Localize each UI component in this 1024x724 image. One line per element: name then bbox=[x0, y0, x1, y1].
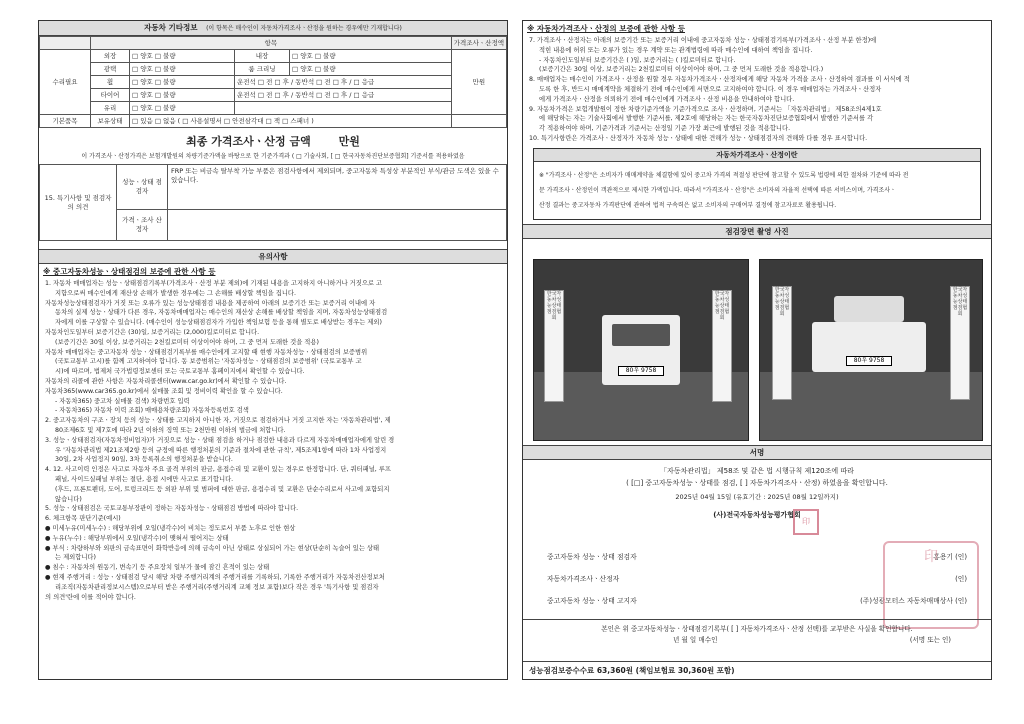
notice-line: 자동차365(www.car365.go.kr)에서 실매물 조회 및 정비이력 확인을 할 수 있습니다. bbox=[45, 387, 283, 395]
fee-line: 성능점검보증수수료 63,360원 (책임보험료 30,360원 포함) bbox=[523, 661, 991, 679]
notice-line: 3. 성능ㆍ상태점검자(자동차정비업자)가 거짓으로 성능ㆍ상태 점검을 하거나 점검한 내용과 다르게 자동차매매업자에게 알린 경 bbox=[45, 436, 395, 444]
purpose-title: 자동차가격조사ㆍ산정이란 bbox=[534, 149, 980, 162]
warranty-line: 적힌 내용에 허위 또는 오류가 있는 경우 계약 또는 관계법령에 따라 매수인에 대하여 책임을 집니다. bbox=[539, 46, 813, 54]
notice-line: - 자동차365) 중고차 실매물 검색) 차량번호 입력 bbox=[55, 397, 190, 405]
notice-header: 유의사항 bbox=[39, 249, 507, 264]
notice-line: 80조제6호 및 제7호에 따라 2년 이하의 징역 또는 2천만원 이하의 벌금에 처합니다. bbox=[55, 426, 286, 434]
warranty-line: 9. 자동차가격은 보험개발원이 정한 차량기준가액을 기준가격으로 조사ㆍ산정하며, 기준서는 「자동차관리법」 제58조의4제1호 bbox=[529, 105, 882, 113]
basic-group: 기본품목 bbox=[40, 115, 91, 128]
other-info-title: 자동차 기타정보 bbox=[144, 23, 198, 32]
sign-board-right: 한국자동차성능상태점검협회 bbox=[712, 290, 732, 402]
notice-line: 자동차인도일부터 보증기간은 (30)일, 보증거리는 (2,000)킬로미터로 합니다. bbox=[45, 328, 260, 336]
warranty-line: 도록 한 후, 반드시 매매계약을 체결하기 전에 매수인에게 서면으로 고지하여야 합니다. 이 경우 매매업자는 가격조사ㆍ산정자 bbox=[539, 85, 882, 93]
row-label: 외장 bbox=[91, 50, 130, 63]
price-unit: 만원 bbox=[451, 50, 506, 115]
row-label-2: 룸 크리닝 bbox=[235, 63, 290, 76]
seal-stamp-small: 印 bbox=[793, 509, 819, 535]
sign-date: 2025년 04월 15일 (유효기간 : 2025년 08월 12일까지) bbox=[675, 493, 839, 501]
special-sub-appraiser: 가격ㆍ조사 산정자 bbox=[117, 210, 168, 241]
warranty-line: - 자동차인도일부터 보증기간은 ( )일, 보증거리는 ( )킬로미터로 합니다. bbox=[539, 56, 736, 64]
signer-suffix: (인) bbox=[955, 575, 967, 583]
notice-line: ● 침수 : 자동차의 원동기, 변속기 등 주요장치 일부가 물에 잠긴 흔적이 있는 상태 bbox=[45, 564, 270, 572]
basic-options[interactable]: □ 있음 □ 없음 ( □ 사용설명서 □ 안전삼각대 □ 잭 □ 스패너 ) bbox=[130, 115, 452, 128]
plate-front: 80우 9758 bbox=[618, 366, 664, 376]
row-options[interactable]: □ 양호 □ 불량 bbox=[130, 63, 235, 76]
plate-rear: 80우 9758 bbox=[846, 356, 892, 366]
notice-line: ● 누유(누수) : 해당부위에서 오일(냉각수)이 맺혀서 떨어지는 상태 bbox=[45, 534, 229, 542]
special-appraiser-text bbox=[168, 210, 507, 241]
col-item: 항목 bbox=[91, 37, 452, 50]
special-label: 15. 특기사항 및 점검자의 의견 bbox=[40, 165, 117, 241]
row-label-2: 내장 bbox=[235, 50, 290, 63]
notice-line: 1. 자동차 매매업자는 성능ㆍ상태점검기록부(가격조사ㆍ산정 부분 제외)에 기재된 내용을 고지하지 아니하거나 거짓으로 고 bbox=[45, 280, 383, 287]
final-price-label: 최종 가격조사ㆍ산정 금액 bbox=[186, 135, 311, 148]
special-notes-table bbox=[39, 164, 507, 241]
other-info-table bbox=[39, 36, 507, 128]
notice-line: 지함으로써 매수인에게 재산상 손해가 발생한 경우에는 그 손해를 배상할 책임을 집니다. bbox=[55, 289, 296, 297]
seal-stamp-large: 印 bbox=[883, 541, 979, 629]
warranty-line: 각 적용하여야 하며, 기준가격과 기준서는 산정일 기준 가장 최근에 발행된 것을 적용합니다. bbox=[539, 125, 791, 133]
notice-line: 우 '자동차관리법 제21조제2항 등의 규정에 따른 행정처분의 기준과 절차에 관한 규칙', 제5조제1항에 따라 1차 사업정지 bbox=[55, 446, 387, 454]
signer-role: 중고자동차 성능ㆍ상태 고지자 bbox=[547, 597, 637, 605]
final-price-note: 이 가격조사ㆍ산정가격은 보험개발원의 차량기준가액을 바탕으로 한 기준가격과 ( □ 기술사회, [ □ 한국자동차진단보증협회] 기준서를 적용하였음 bbox=[81, 153, 465, 160]
notice-line: 의 의견'란에 이를 적어야 합니다. bbox=[45, 593, 136, 601]
sign-line-2: ( [□] 중고자동차성능ㆍ상태를 점검, [ ] 자동차가격조사ㆍ산정) 하였음을 확인합니다. bbox=[626, 479, 888, 487]
notice-line: - 자동차365) 자동차 이력 조회) 매매용차량조회) 자동차등록번호 검색 bbox=[55, 407, 249, 415]
row-options-2[interactable]: □ 양호 □ 불량 bbox=[290, 63, 452, 76]
left-panel bbox=[38, 20, 508, 680]
warranty-line: 10. 특기사항란은 가격조사ㆍ산정자가 자동차 성능ㆍ상태에 대한 견해가 성능ㆍ상태점검자의 견해와 다를 경우 표시합니다. bbox=[529, 134, 868, 142]
notice-line: 않습니다) bbox=[55, 495, 82, 503]
inspection-photo-front bbox=[533, 259, 749, 441]
col-price: 가격조사ㆍ산정액 bbox=[451, 37, 506, 50]
notice-body bbox=[39, 279, 507, 602]
warranty-line: 에게 가격조사ㆍ산정을 의뢰하기 전에 매수인에게 가격조사ㆍ산정 비용을 안내하여야 합니다. bbox=[539, 95, 795, 103]
other-info-note: (이 항목은 매수인이 자동차가격조사ㆍ산정을 원하는 경우에만 기재합니다) bbox=[206, 25, 402, 32]
other-info-header bbox=[39, 21, 507, 36]
notice-subtitle: ※ 중고자동차성능ㆍ상태점검의 보증에 관한 사항 등 bbox=[43, 267, 216, 276]
notice-line: (보증기간은 30일 이상, 보증거리는 2천킬로미터 이상이어야 하며, 그 중 먼저 도래한 것을 적용) bbox=[55, 338, 319, 346]
row-options[interactable]: □ 양호 □ 불량 bbox=[130, 102, 235, 115]
warranty-body bbox=[523, 36, 991, 144]
row-label: 타이어 bbox=[91, 89, 130, 102]
notice-line: 자동차성능상태점검자가 거짓 또는 오류가 있는 성능상태점검 내용을 제공하여 아래의 보증기간 또는 보증거리 이내에 자 bbox=[45, 299, 376, 307]
photo-title: 점검장면 촬영 사진 bbox=[523, 224, 991, 239]
notice-line: ● 부식 : 차량하부와 외판의 금속표면이 화학반응에 의해 금속이 아닌 상태로 상실되어 가는 현상(단순히 녹슬어 있는 상태 bbox=[45, 544, 380, 552]
purpose-line: 문 가격조사ㆍ산정인이 객관적으로 제시한 가액입니다. 따라서 "가격조사ㆍ산정"은 소비자의 자율적 선택에 따른 서비스이며, 가격조사ㆍ bbox=[539, 186, 896, 194]
notice-line: 패널, 사이드실패널 부위는 절단, 용접 시에만 사고로 표기합니다. bbox=[55, 475, 234, 483]
special-sub-inspector: 성능ㆍ상태 점검자 bbox=[117, 165, 168, 210]
notice-line: 자동차의 리콜에 관한 사항은 자동차리콜센터(www.car.go.kr)에서 확인할 수 있습니다. bbox=[45, 377, 287, 385]
repair-group: 수리필요 bbox=[40, 50, 91, 115]
warranty-line: 7. 가격조사ㆍ산정자는 아래의 보증기간 또는 보증거리 이내에 중고자동차 성능ㆍ상태점검기록부(가격조사ㆍ산정 부분 한정)에 bbox=[529, 37, 877, 44]
row-options-2 bbox=[235, 102, 452, 115]
purpose-box bbox=[533, 148, 981, 220]
sign-statement bbox=[523, 465, 991, 521]
receipt-date: 년 월 일 매수인 bbox=[673, 636, 718, 644]
notice-line: 6. 체크항목 판단기준(예시) bbox=[45, 515, 121, 523]
notice-line: 4. 12. 사고이력 인정은 사고로 자동차 주요 골격 부위의 판금, 용접수리 및 교환이 있는 경우로 한정합니다. 단, 쿼터패널, 루프 bbox=[45, 466, 391, 474]
final-price-unit: 만원 bbox=[338, 135, 360, 148]
row-options-2[interactable]: 운전석 □ 전 □ 후 / 동반석 □ 전 □ 후 / □ 응급 bbox=[235, 89, 452, 102]
notice-line: 리조직(자동차관리정보시스템)으로부터 받은 주행거리(주행거리계 교체 정보 포함)보다 작은 경우 '특기사항 및 점검자 bbox=[55, 583, 379, 591]
purpose-line: ※ "가격조사ㆍ산정"은 소비자가 매매계약을 체결함에 있어 중고차 가격의 적절성 판단에 참고할 수 있도록 법령에 의한 절차와 기준에 따라 전 bbox=[539, 171, 909, 179]
receipt-section bbox=[523, 619, 991, 646]
row-label: 휠 bbox=[91, 76, 130, 89]
row-options-2[interactable]: 운전석 □ 전 □ 후 / 동반석 □ 전 □ 후 / □ 응급 bbox=[235, 76, 452, 89]
receipt-sign[interactable]: (서명 또는 인) bbox=[909, 636, 951, 644]
notice-line: 2. 중고자동차의 구조ㆍ장치 등의 성능ㆍ상태를 고지하지 아니한 자, 거짓으로 점검하거나 거짓 고지한 자는 '자동차관리법', 제 bbox=[45, 417, 391, 425]
sign-board-right: 한국자동차성능상태점검협회 bbox=[950, 286, 970, 400]
sign-org: (사)전국자동차성능평가협회 bbox=[713, 511, 801, 519]
warranty-line: (보증기간은 30일 이상, 보증거리는 2천킬로미터 이상이어야 하며, 그 중 먼저 도래한 것을 적용합니다.) bbox=[539, 66, 824, 74]
inspection-photo-rear bbox=[759, 259, 983, 441]
signer-suffix: (인) bbox=[955, 553, 967, 561]
signer-role: 중고자동차 성능ㆍ상태 점검자 bbox=[547, 553, 637, 561]
notice-line: ● 미세누유(미세누수) : 해당부위에 오일(냉각수)이 비치는 정도로서 부품 노후로 인한 현상 bbox=[45, 524, 296, 532]
row-options[interactable]: □ 양호 □ 불량 bbox=[130, 50, 235, 63]
signer-name: (주)성광모터스 자동차매매상사 bbox=[860, 597, 953, 605]
sign-line-1: 「자동차관리법」 제58조 및 같은 법 시행규칙 제120조에 따라 bbox=[660, 467, 854, 475]
signer-suffix: (인) bbox=[955, 597, 967, 605]
special-inspector-text: FRP 또는 비금속 탈부착 가능 부품은 점검사항에서 제외되며, 중고자동차 특성상 부분적인 부식/관금 도색은 있을 수 있습니다. bbox=[168, 165, 507, 210]
notice-line: ● 현재 주행거리 : 성능ㆍ상태점검 당시 해당 차량 주행거리계의 주행거리를 기록하되, 기록한 주행거리가 자동차전산정보처 bbox=[45, 573, 385, 581]
signer-role: 자동차가격조사ㆍ산정자 bbox=[547, 575, 620, 583]
sign-board-left: 한국자동차성능상태점검협회 bbox=[544, 290, 564, 402]
final-price bbox=[39, 128, 507, 151]
notice-line: 는 제외합니다) bbox=[55, 554, 96, 562]
row-label: 유리 bbox=[91, 102, 130, 115]
row-options[interactable]: □ 양호 □ 불량 bbox=[130, 76, 235, 89]
purpose-line: 산정 결과는 중고자동차 가격판단에 관하여 법적 구속력은 없고 소비자의 구매여부 결정에 참고자료로 활용됩니다. bbox=[539, 201, 837, 209]
right-panel bbox=[522, 20, 992, 680]
notice-line: 자동차 매매업자는 중고자동차 성능ㆍ상태점검기록부를 매수인에게 고지할 때 현행 자동차성능ㆍ상태점검의 보증범위 bbox=[45, 348, 368, 356]
sign-title: 서명 bbox=[523, 445, 991, 460]
notice-line: 5. 성능ㆍ상태점검은 국토교통부장관이 정하는 자동차성능ㆍ상태점검 방법에 따라야 합니다. bbox=[45, 505, 299, 513]
notice-line: 자에게 이를 구상할 수 있습니다. (매수인이 성능상태점검자가 가입한 책임보험 등을 통해 별도로 배상받는 경우는 제외) bbox=[55, 319, 382, 327]
row-options-2[interactable]: □ 양호 □ 불량 bbox=[290, 50, 452, 63]
purpose-body bbox=[534, 162, 980, 219]
notice-line: 30일, 2차 사업정지 90일, 3차 등록취소의 행정처분을 받습니다. bbox=[55, 456, 233, 464]
notice-line: 동차의 실제 성능ㆍ상태가 다른 경우, 자동차매매업자는 매수인의 재산상 손해를 배상할 책임을 지며, 자동차성능상태점검 bbox=[55, 309, 388, 317]
notice-line: (국토교통부 고시)를 함께 고지하여야 합니다. 동 보증범위는 '자동차성능ㆍ상태점검의 보증범위' (국토교통부 고 bbox=[55, 358, 362, 366]
inspection-sheet bbox=[38, 20, 994, 680]
warranty-line: 에 해당하는 자는 기술사회에서 발행한 기준서를, 제2호에 해당하는 자는 한국자동차진단보증협회에서 발행한 기준서를 각 bbox=[539, 115, 874, 123]
signer-name: 홍용기 bbox=[933, 553, 953, 561]
row-options[interactable]: □ 양호 □ 불량 bbox=[130, 89, 235, 102]
receipt-line: 본인은 위 중고자동차성능ㆍ상태점검기록부( [ ] 자동차가격조사ㆍ산정 선택)를 교부받은 사실을 확인합니다. bbox=[601, 625, 913, 633]
warranty-line: 8. 매매업자는 매수인이 가격조사ㆍ산정을 원할 경우 자동차가격조사ㆍ산정자에게 해당 자동차 가격을 조사ㆍ산정하여 결과를 이 서식에 적 bbox=[529, 76, 910, 84]
notice-line: 시)에 따르며, 법제처 국가법령정보센터 또는 국토교통부 홈페이지에서 확인할 수 있습니다. bbox=[55, 368, 305, 376]
sign-board-left: 한국자동차성능상태점검협회 bbox=[772, 286, 792, 400]
notice-line: (후드, 프론트펜더, 도어, 트렁크리드 등 외판 부위 및 범퍼에 대한 판금, 용접수리 및 교환은 단순수리로서 사고에 포함되지 bbox=[55, 485, 390, 493]
warranty-title: ※ 자동차가격조사ㆍ산정의 보증에 관한 사항 등 bbox=[527, 24, 686, 33]
row-label: 광택 bbox=[91, 63, 130, 76]
basic-label: 보유상태 bbox=[91, 115, 130, 128]
